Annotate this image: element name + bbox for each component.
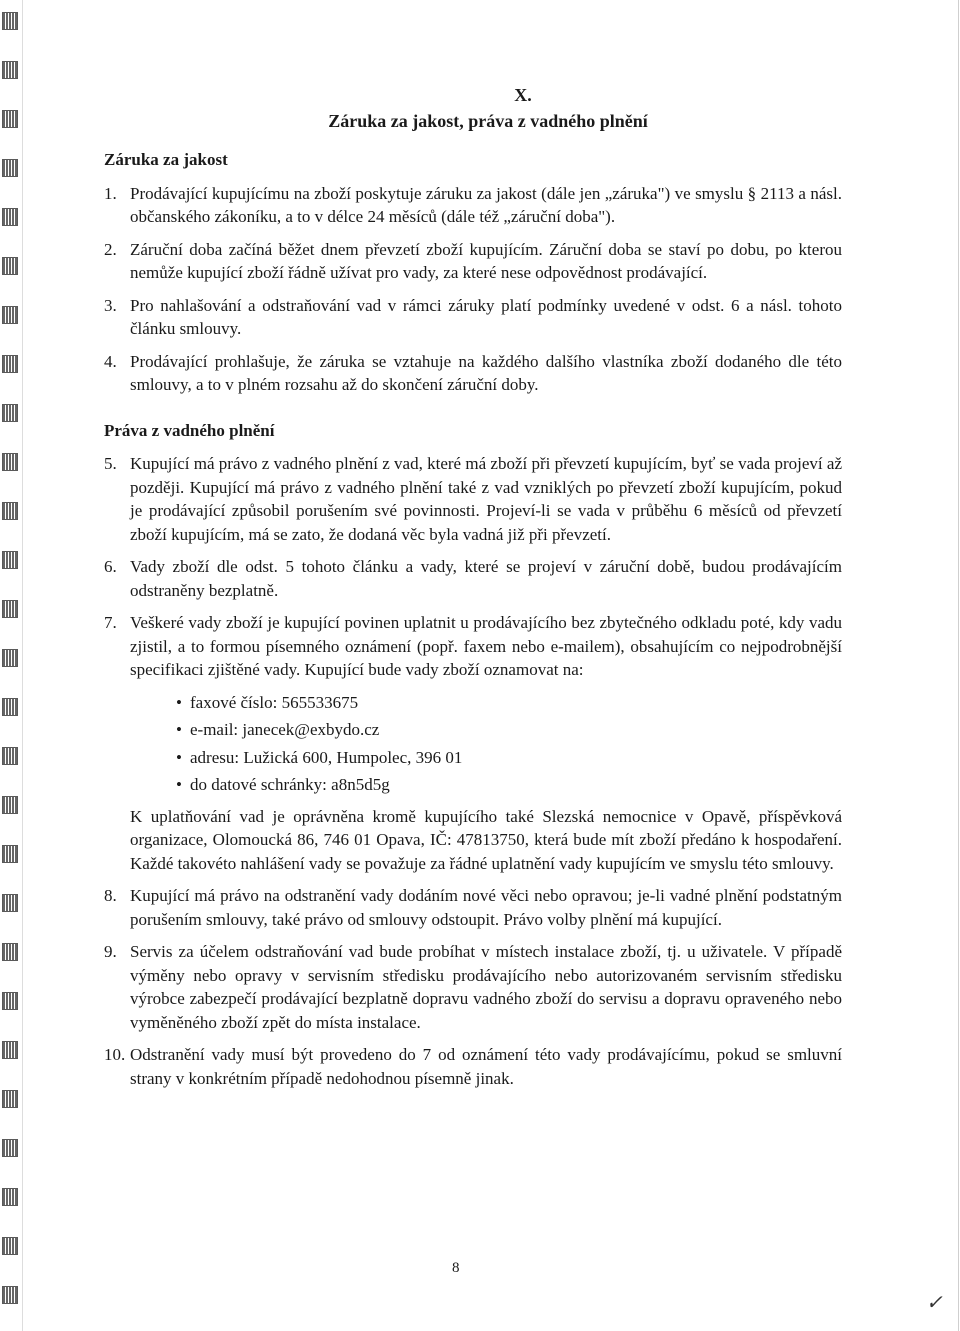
binding-hole-mark [2, 747, 18, 765]
binding-hole-mark [2, 61, 18, 79]
clause-8 [104, 884, 842, 931]
bullet-icon: • [176, 720, 182, 739]
clause-number: 8. [104, 886, 117, 905]
binding-hole-mark [2, 992, 18, 1010]
binding-hole-mark [2, 453, 18, 471]
section-title-defects: Práva z vadného plnění [104, 420, 275, 440]
binding-hole-mark [2, 1237, 18, 1255]
page-edge [958, 0, 959, 1331]
binding-hole-mark [2, 110, 18, 128]
clause-text: Kupující má právo na odstranění vady dodáním nové věci nebo opravou; je-li vadné plnění podstatným porušením smlouvy, také právo od smlouvy odstoupit. Právo volby plnění má kupující. [130, 886, 842, 929]
clause-number: 4. [104, 351, 117, 371]
bullet-icon: • [176, 775, 182, 794]
binding-hole-mark [2, 257, 18, 275]
contact-email: • e-mail: janecek@exbydo.cz [176, 718, 842, 742]
clause-text: Odstranění vady musí být provedeno do 7 od oznámení této vady prodávajícímu, pokud se smluvní strany v konkrétním případě nedohodnou písemně jinak. [130, 1045, 842, 1088]
binding-hole-mark [2, 943, 18, 961]
clause-text: Prodávající kupujícímu na zboží poskytuje záruku za jakost (dále jen „záruka") ve smyslu § 2113 a násl. občanského zákoníku, a to v délce 24 měsíců (dále též „záruční doba"). [130, 183, 842, 226]
binding-hole-mark [2, 159, 18, 177]
clause-text: Servis za účelem odstraňování vad bude probíhat v místech instalace zboží, tj. u uživatele. V případě výměny nebo opravy v servisním středisku prodávajícího nebo autorizovaném servisním středisku výrobce zabezpečí prodávající bezplatně dopravu vadného zboží do servisu a dopravu opraveného nebo vyměněného zboží zpět do místa instalace. [130, 942, 842, 1032]
binding-hole-mark [2, 12, 18, 30]
binding-hole-mark [2, 649, 18, 667]
binding-edge [22, 0, 23, 1331]
clause-text: Prodávající prohlašuje, že záruka se vztahuje na každého dalšího vlastníka zboží dodaného dle této smlouvy, a to v plném rozsahu až do skončení záruční doby. [130, 351, 842, 394]
bullet-icon: • [176, 692, 182, 712]
clause-number: 3. [104, 295, 117, 315]
clause-number: 7. [104, 613, 117, 632]
binding-hole-mark [2, 1286, 18, 1304]
binding-hole-mark [2, 845, 18, 863]
defect-clauses [104, 452, 842, 1090]
clause-2 [104, 238, 842, 285]
binding-hole-mark [2, 404, 18, 422]
binding-hole-mark [2, 551, 18, 569]
clause-6 [104, 555, 842, 602]
binding-hole-mark [2, 502, 18, 520]
clause-number: 9. [104, 942, 117, 961]
binding-hole-mark [2, 1139, 18, 1157]
page-number: 8 [452, 1260, 460, 1276]
initial-mark: ✓ [926, 1292, 943, 1314]
contact-databox: • do datové schránky: a8n5d5g [176, 773, 842, 797]
clause-text: Vady zboží dle odst. 5 tohoto článku a vady, které se projeví v záruční době, budou prodávajícím odstraněny bezplatně. [130, 557, 842, 600]
clause-number: 10. [104, 1045, 126, 1064]
article-number: X. [514, 85, 532, 105]
clause-text: Veškeré vady zboží je kupující povinen uplatnit u prodávajícího bez zbytečného odkladu poté, kdy vadu zjistil, a to formou písemného oznámení (popř. faxem nebo e-mailem), obsahujícím co nejpodrobnější specifikaci zjištěné vady. Kupující bude vady zboží oznamovat na: [130, 613, 842, 679]
clause-number: 1. [104, 183, 117, 203]
clause-9 [104, 940, 842, 1034]
clause-number: 5. [104, 454, 117, 473]
binding-hole-mark [2, 355, 18, 373]
contact-fax: • faxové číslo: 565533675 [176, 691, 842, 715]
binding-hole-mark [2, 600, 18, 618]
clause-5 [104, 452, 842, 546]
clause-4 [104, 350, 842, 397]
clause-7 [104, 611, 842, 875]
binding-hole-mark [2, 1090, 18, 1108]
clause-number: 2. [104, 239, 117, 259]
binding-hole-mark [2, 208, 18, 226]
clause-1 [104, 182, 842, 229]
document-content [104, 84, 842, 1090]
clause-number: 6. [104, 557, 117, 576]
clause-3 [104, 294, 842, 341]
clause-text: Kupující má právo z vadného plnění z vad, které má zboží při převzetí kupujícím, byť se vada projeví až později. Kupující má právo z vadného plnění také z vad vzniklých po převzetí zboží kupujícím, pokud je prodávající způsobil porušením své povinnosti. Projeví-li se vada v průběhu 6 měsíců od převzetí zboží kupujícím, má se zato, že dodaná věc byla vadná již při převzetí. [130, 454, 842, 544]
clause-10 [104, 1043, 842, 1090]
warranty-clauses [104, 182, 842, 397]
binding-hole-mark [2, 698, 18, 716]
clause-text: Záruční doba začíná běžet dnem převzetí zboží kupujícím. Záruční doba se staví po dobu, po kterou nemůže kupující zboží řádně užívat pro vady, za které nese odpovědnost prodávající. [130, 239, 842, 282]
bullet-icon: • [176, 747, 182, 767]
binding-hole-mark [2, 306, 18, 324]
binding-margin [0, 0, 24, 1331]
binding-hole-mark [2, 1188, 18, 1206]
contact-list [176, 691, 842, 797]
section-title-warranty: Záruka za jakost [104, 150, 228, 169]
binding-hole-mark [2, 796, 18, 814]
clause-text: Pro nahlašování a odstraňování vad v rámci záruky platí podmínky uvedené v odst. 6 a násl. tohoto článku smlouvy. [130, 295, 842, 338]
article-title: Záruka za jakost, práva z vadného plnění [328, 110, 648, 131]
binding-hole-mark [2, 1041, 18, 1059]
clause-7-continuation: K uplatňování vad je oprávněna kromě kupujícího také Slezská nemocnice v Opavě, příspěvková organizace, Olomoucká 86, 746 01 Opava, IČ: 47813750, která bude mít zboží předáno k hospodaření. Každé takovéto nahlášení vady se považuje za řádné uplatnění vady kupujícím ve smyslu této smlouvy. [130, 806, 842, 873]
contact-address: • adresu: Lužická 600, Humpolec, 396 01 [176, 746, 842, 770]
binding-hole-mark [2, 894, 18, 912]
